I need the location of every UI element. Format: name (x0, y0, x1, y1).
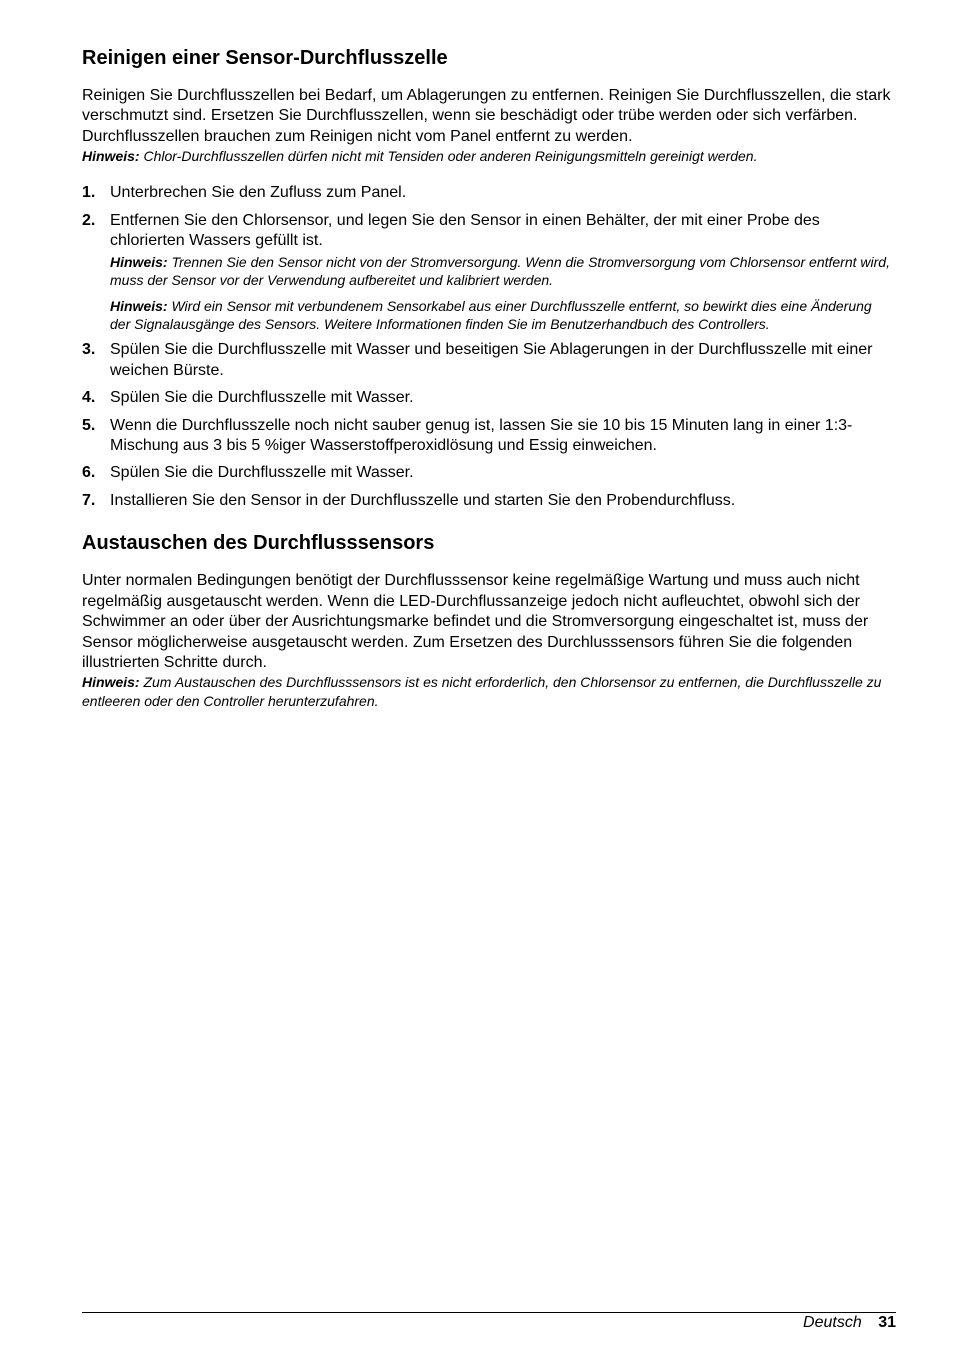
step-text: Spülen Sie die Durchflusszelle mit Wasser und beseitigen Sie Ablagerungen in der Durchflusszelle mit einer weichen Bürste. (110, 341, 873, 379)
step-number: 7. (82, 491, 96, 509)
step-number: 1. (82, 184, 96, 202)
document-page (82, 44, 892, 710)
replace-sensor-body: Unter normalen Bedingungen benötigt der Durchflusssensor keine regelmäßige Wartung und muss auch nicht regelmäßig ausgetauscht werden. Wenn die LED-Durchflussanzeige jedoch nicht aufleuchtet, obwohl sich der Schwimmer an oder über der Ausrichtungsmarke befindet und die Stromversorgung eingeschaltet ist, muss der Sensor möglicherweise ausgetauscht werden. Zum Ersetzen des Durchlusssensors führen Sie die folgenden illustrierten Schritte durch. (82, 572, 869, 671)
note-label: Hinweis: (110, 298, 168, 315)
section-heading-cleaning: Reinigen einer Sensor-Durchflusszelle (82, 47, 448, 69)
step-7 (82, 491, 892, 511)
step-text: Entfernen Sie den Chlorsensor, und legen Sie den Sensor in einen Behälter, der mit einer Probe des chlorierten Wassers gefüllt ist. (110, 211, 820, 250)
note-text: Zum Austauschen des Durchflusssensors ist es nicht erforderlich, den Chlorsensor zu entfernen, die Durchflusszelle zu entleeren oder den Controller herunterzufahren. (82, 674, 882, 709)
step-text: Spülen Sie die Durchflusszelle mit Wasser. (110, 389, 414, 407)
step-2 (82, 211, 892, 334)
note-text: Chlor-Durchflusszellen dürfen nicht mit Tensiden oder anderen Reinigungsmitteln gereinigt werden. (139, 148, 758, 165)
note-label: Hinweis: (82, 148, 140, 165)
cleaning-intro: Reinigen Sie Durchflusszellen bei Bedarf, um Ablagerungen zu entfernen. Reinigen Sie Durchflusszellen, die stark verschmutzt sind. Ersetzen Sie Durchflusszellen, wenn sie beschädigt oder trübe werden oder sich verfärben. Durchflusszellen brauchen zum Reinigen nicht vom Panel entfernt zu werden. (82, 87, 891, 145)
step-number: 2. (82, 211, 96, 229)
step-number: 3. (82, 341, 96, 359)
step-text: Spülen Sie die Durchflusszelle mit Wasser. (110, 464, 414, 482)
step-number: 4. (82, 389, 96, 407)
replace-sensor-note (82, 673, 892, 709)
cleaning-steps (82, 183, 892, 511)
step-number: 5. (82, 416, 96, 434)
step-number: 6. (82, 464, 96, 482)
note-label: Hinweis: (110, 253, 168, 270)
page-number: 31 (878, 1314, 896, 1331)
cleaning-note (82, 147, 892, 165)
footer-language: Deutsch (803, 1314, 862, 1331)
note-text: Wird ein Sensor mit verbundenem Sensorkabel aus einer Durchflusszelle entfernt, so bewirkt dies eine Änderung der Signalausgänge des Sensors. Weitere Informationen finden Sie im Benutzerhandbuch des Controllers. (110, 298, 872, 333)
step-text: Wenn die Durchflusszelle noch nicht sauber genug ist, lassen Sie sie 10 bis 15 Minuten lang in einer 1:3-Mischung aus 3 bis 5 %iger Wasserstoffperoxidlösung und Essig einweichen. (110, 416, 853, 455)
step-2-note-1 (110, 253, 892, 289)
step-6 (82, 463, 892, 483)
step-5 (82, 416, 892, 457)
step-3 (82, 340, 892, 381)
step-text: Installieren Sie den Sensor in der Durchflusszelle und starten Sie den Probendurchfluss. (110, 491, 736, 509)
step-4 (82, 388, 892, 408)
note-label: Hinweis: (82, 674, 140, 691)
page-footer (82, 1312, 896, 1343)
step-text: Unterbrechen Sie den Zufluss zum Panel. (110, 184, 407, 202)
note-text: Trennen Sie den Sensor nicht von der Stromversorgung. Wenn die Stromversorgung vom Chlorsensor entfernt wird, muss der Sensor vor der Verwendung aufbereitet und kalibriert werden. (110, 253, 890, 288)
step-2-note-2 (110, 297, 892, 333)
section-heading-replace-sensor: Austauschen des Durchflusssensors (82, 532, 435, 555)
step-1 (82, 183, 892, 203)
footer-text (803, 1313, 896, 1333)
